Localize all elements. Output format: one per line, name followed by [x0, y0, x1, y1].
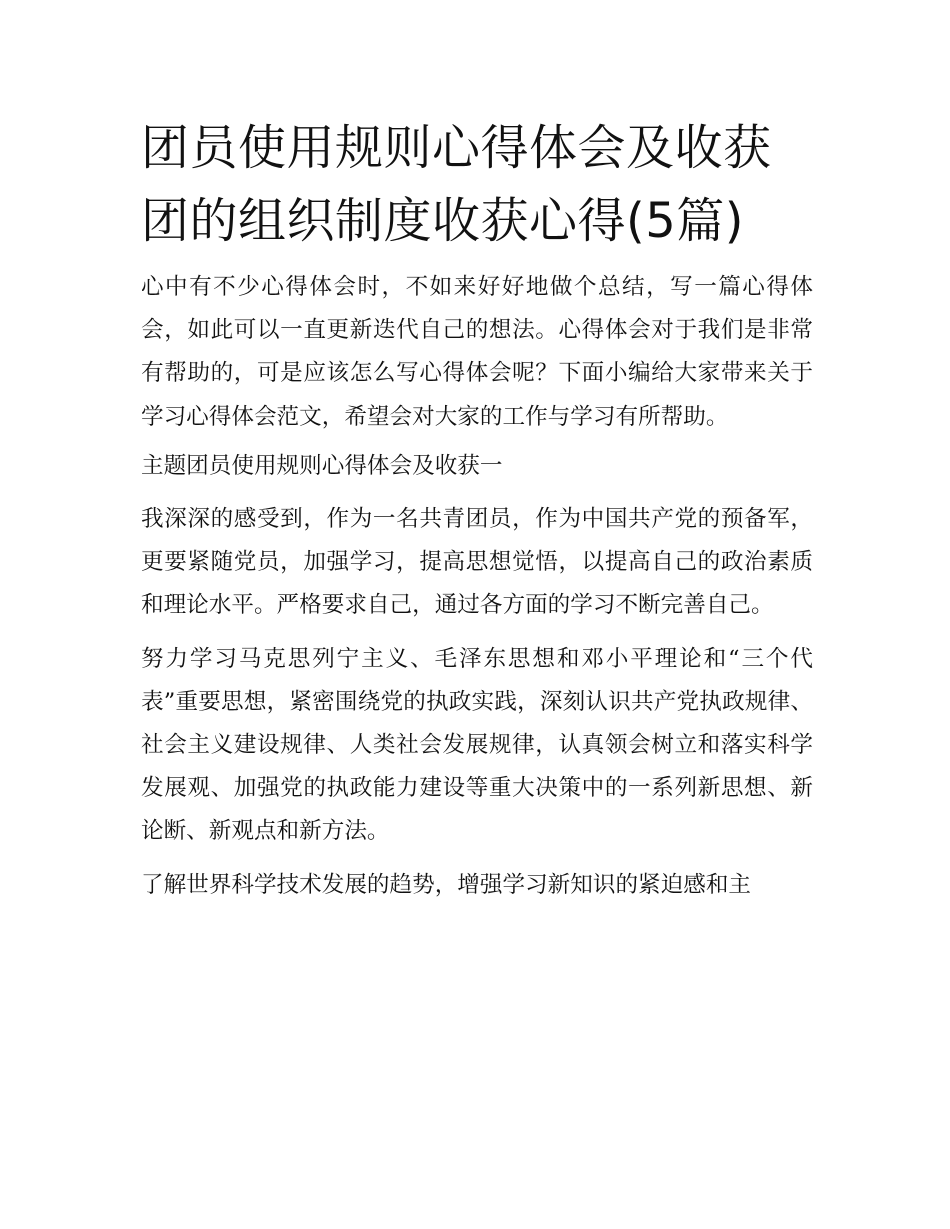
document-body: [141, 112, 813, 907]
title-line-1: 团员使用规则心得体会及收获: [141, 120, 772, 176]
body-paragraph-1: 我深深的感受到，作为一名共青团员，作为中国共产党的预备军，更要紧随党员，加强学习，提高思想觉悟，以提高自己的政治素质和理论水平。严格要求自己，通过各方面的学习不断完善自己。: [141, 506, 813, 619]
intro-paragraph: 心中有不少心得体会时，不如来好好地做个总结，写一篇心得体会，如此可以一直更新迭代自己的想法。心得体会对于我们是非常有帮助的，可是应该怎么写心得体会呢？下面小编给大家带来关于学习心得体会范文，希望会对大家的工作与学习有所帮助。: [141, 274, 813, 430]
body-paragraph-2: 努力学习马克思列宁主义、毛泽东思想和邓小平理论和“三个代表”重要思想，紧密围绕党的执政实践，深刻认识共产党执政规律、社会主义建设规律、人类社会发展规律，认真领会树立和落实科学发展观、加强党的执政能力建设等重大决策中的一系列新思想、新论断、新观点和新方法。: [141, 645, 813, 845]
document-title: [141, 112, 813, 258]
body-paragraph-3: 了解世界科学技术发展的趋势，增强学习新知识的紧迫感和主: [141, 871, 752, 898]
section-heading: 主题团员使用规则心得体会及收获一: [141, 452, 503, 479]
title-line-2: 团的组织制度收获心得(5篇): [141, 193, 744, 249]
